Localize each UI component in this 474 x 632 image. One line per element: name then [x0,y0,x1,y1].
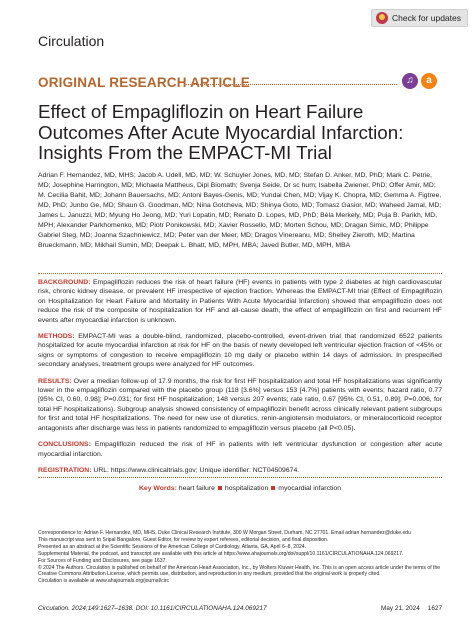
results-heading: RESULTS: [38,377,72,385]
crossmark-icon [376,12,388,24]
conclusions-text: Empagliflozin reduced the risk of HF in patients with left ventricular dysfunction or congestion after acute myocardial infarction. [38,441,442,458]
keyword-item[interactable]: heart failure [178,485,215,492]
methods-text: EMPACT-MI was a double-blind, randomized, placebo-controlled, event-driven trial that randomized 6522 patients hospitalized for acute myocardial infarction at risk for HF on the basis of newly developed left ventricular ejection fraction of <45% or signs or symptoms of congestion to receive empagliflozin 10 mg daily or placebo within 14 days of admission. In prespecified secondary analyses, treatment groups were analyzed for HF outcomes. [38,333,442,369]
abstract-results [38,377,442,433]
editor-note: This manuscript was sent to Sripal Bangalore, Guest Editor, for review by expert referees, editorial decision, and final disposition. [38,536,329,543]
check-for-updates-label: Check for updates [392,13,461,23]
check-for-updates-button[interactable] [371,9,468,27]
copyright-note: © 2024 The Authors. Circulation is published on behalf of the American Heart Association, Inc., by Wolters Kluwer Health, Inc. This is an open access article under the terms of the Creative Commons Attribution License, which permits use, distribution, and reproduction in any medium, provided that the original work is properly cited. [38,564,441,578]
background-heading: BACKGROUND: [38,279,91,286]
background-text: Empagliflozin reduces the risk of heart failure (HF) events in patients with type 2 diabetes at high cardiovascular risk, chronic kidney disease, or prevalent HF irrespective of ejection fraction. Whereas the EMPACT-MI trial (Effect of Empagliflozin on Hospitalization for Heart Failure and Mortality in Patients With Acute Myocardial Infarction) showed that empagliflozin does not reduce the risk of the composite of hospitalization for HF and all-cause death, the effect of empagliflozin on first and recurrent HF events after myocardial infarction is unknown. [38,279,442,324]
page-number: 1627 [427,605,442,612]
abstract-registration [38,466,442,475]
supplemental-note[interactable]: Supplemental Material, the podcast, and transcript are available with this article at https://www.ahajournals.org/doi/suppl/10.1161/CIRCULATIONAHA.124.069217. [38,550,404,557]
article-type-rule [186,84,397,85]
keywords [38,477,442,493]
registration-heading: REGISTRATION: [38,466,92,474]
footer-date-page [381,605,442,612]
article-type: ORIGINAL RESEARCH ARTICLE [38,75,251,90]
abstract-background [38,278,442,325]
correspondence-note: Correspondence to: Adrian F. Hernandez, MD, MHS, Duke Clinical Research Institute, 300 W Morgan Street, Durham, NC 27701. Email adrian.hernandez@duke.edu [38,530,411,536]
footnotes [38,530,442,585]
podcast-icon[interactable]: ♫ [402,73,418,89]
journal-name: Circulation [38,33,105,49]
keyword-item[interactable]: hospitalization [224,485,269,492]
presented-note: Presented as an abstract at the Scientific Sessions of the American College of Cardiology, Atlanta, GA, April 6–8, 2024. [38,543,307,550]
keywords-heading: Key Words: [138,485,177,492]
methods-heading: METHODS: [38,333,75,341]
results-text: Over a median follow-up of 17.9 months, the risk for first HF hospitalization and total HF hospitalizations was significantly lower in the empagliflozin compared with the placebo group (118 [3.6%] versus 153 [4.7%] patients with events; hazard ratio, 0.77 [95% CI, 0.60, 0.98]; P=0.031; for first HF hospitalization; 148 versus 207 events; rate ratio, 0.67 [95% CI, 0.51, 0.89]; P=0.006, for total HF hospitalizations). Subgroup analysis showed consistency of empagliflozin benefit across clinically relevant patient subgroups for first and total HF hospitalizations. The need for new use of diuretics, renin-angiotensin modulators, or mineralocorticoid receptor antagonists after discharge was less in patients randomized to empagliflozin versus placebo (all P<0.05). [38,377,443,432]
article-icons [402,73,437,89]
keyword-separator [271,486,275,490]
author-list: Adrian F. Hernandez, MD, MHS; Jacob A. Udell, MD, MD; W. Schuyler Jones, MD, MD; Stefan D. Anker, MD, PhD; Mark C. Petrie, MD; Josephine Harrington, MD; Michaela Mattheus, Dipl Biomath; Svenja Seide, Dr sc hum; Isabella Zwiener, PhD; Offer Amir, MD; M. Cecilia Bahit, MD; Johann Bauersachs, MD; Antoni Bayes-Genis, MD; Yundai Chen, MD; Vijay K. Chopra, MD; Gemma A. Figtree, MD, PhD; Junbo Ge, MD; Shaun G. Goodman, MD; Nina Gotcheva, MD; Shinya Goto, MD; Tomasz Gasior, MD; Waheed Jamal, MD; James L. Januzzi, MD; Myung Ho Jeong, MD; Yuri Lopatin, MD; Renato D. Lopes, MD, PhD; Béla Merkely, MD; Puja B. Parikh, MD, MPH; Alexander Parkhomenko, MD; Piotr Ponikowski, MD; Xavier Rossello, MD; Morten Schou, MD; Dragan Simic, MD; Philippe Gabriel Steg, MD; Joanna Szachniewicz, MD; Peter van der Meer, MD; Dragos Vinereanu, MD; Shelley Zieroth, MD; Martina Brueckmann, MD; Mikhail Sumin, MD; Deepak L. Bhatt, MD, MPH, MBA; Javed Butler, MD, MPH, MBA [38,172,442,249]
abstract-conclusions [38,440,442,459]
funding-note: For Sources of Funding and Disclosures, see page 1637. [38,557,167,564]
issue-date: May 21, 2024 [381,605,420,612]
open-access-icon: a [421,73,437,89]
citation-line: Circulation. 2024;149:1627–1638. DOI: 10.1161/CIRCULATIONAHA.124.069217 [38,605,267,612]
keyword-separator [218,486,222,490]
registration-text[interactable]: URL: https://www.clinicaltrials.gov; Unique identifier: NCT04509674. [93,466,300,474]
abstract-methods [38,332,442,370]
article-title: Effect of Empagliflozin on Heart Failure Outcomes After Acute Myocardial Infarction: Insights From the EMPACT-MI Trial [38,101,404,163]
availability-note[interactable]: Circulation is available at www.ahajournals.org/journal/circ [38,578,170,585]
keyword-item[interactable]: myocardial infarction [278,485,342,492]
abstract [38,273,442,482]
conclusions-heading: CONCLUSIONS: [38,441,91,449]
